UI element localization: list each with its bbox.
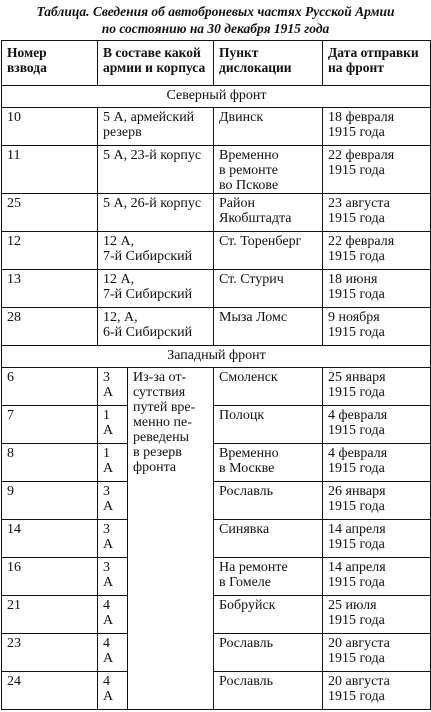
dispatch-date-line: 1915 года bbox=[328, 575, 385, 590]
dispatch-date-line: 1915 года bbox=[328, 461, 385, 476]
dispatch-date bbox=[323, 596, 431, 634]
location-line: в ремонте bbox=[219, 163, 279, 178]
dispatch-date-line: 23 августа bbox=[328, 196, 390, 211]
units-table bbox=[1, 40, 431, 710]
location bbox=[214, 520, 323, 558]
note-cell-empty bbox=[128, 634, 214, 672]
army: 4 А bbox=[98, 634, 128, 672]
table-row bbox=[2, 232, 431, 270]
header-location: Пункт дислокации bbox=[214, 41, 323, 86]
table-row bbox=[2, 270, 431, 308]
dispatch-date bbox=[323, 558, 431, 596]
army-corps-line: 6-й Сибирский bbox=[103, 325, 193, 340]
table-row bbox=[2, 108, 431, 146]
table-row bbox=[2, 634, 431, 672]
reserve-note-line: путей вре- bbox=[133, 400, 196, 415]
reserve-note-line: Из-за от- bbox=[133, 370, 187, 385]
header-army-corps: В составе какой армии и корпуса bbox=[98, 41, 214, 86]
table-row bbox=[2, 146, 431, 194]
dispatch-date-line: 1915 года bbox=[328, 125, 385, 140]
platoon-number: 25 bbox=[2, 194, 98, 232]
table-row bbox=[2, 520, 431, 558]
platoon-number: 16 bbox=[2, 558, 98, 596]
section-row-west bbox=[2, 346, 431, 368]
army: 4 А bbox=[98, 672, 128, 710]
platoon-number: 6 bbox=[2, 368, 98, 406]
army-corps-line: 5 А, армейский bbox=[103, 110, 195, 125]
reserve-note-line: реведены bbox=[133, 430, 190, 445]
dispatch-date bbox=[323, 308, 431, 346]
platoon-number: 7 bbox=[2, 406, 98, 444]
location bbox=[214, 146, 323, 194]
dispatch-date bbox=[323, 520, 431, 558]
dispatch-date-line: 14 апреля bbox=[328, 522, 386, 537]
dispatch-date-line: 1915 года bbox=[328, 287, 385, 302]
army-corps bbox=[98, 146, 214, 194]
platoon-number: 14 bbox=[2, 520, 98, 558]
platoon-number: 10 bbox=[2, 108, 98, 146]
table-row bbox=[2, 558, 431, 596]
army-corps-line: 12, А, bbox=[103, 310, 138, 325]
army: 3 А bbox=[98, 520, 128, 558]
location bbox=[214, 406, 323, 444]
location bbox=[214, 444, 323, 482]
location-line: Мыза Ломс bbox=[219, 310, 288, 325]
location-line: Рославль bbox=[219, 636, 273, 651]
location bbox=[214, 368, 323, 406]
dispatch-date bbox=[323, 146, 431, 194]
section-title-west: Западный фронт bbox=[2, 346, 431, 368]
location bbox=[214, 634, 323, 672]
location bbox=[214, 672, 323, 710]
army-corps-line: 5 А, 23-й корпус bbox=[103, 148, 202, 163]
location bbox=[214, 108, 323, 146]
platoon-number: 28 bbox=[2, 308, 98, 346]
dispatch-date bbox=[323, 108, 431, 146]
dispatch-date-line: 1915 года bbox=[328, 689, 385, 704]
location bbox=[214, 558, 323, 596]
army-corps-line: 12 А, bbox=[103, 272, 135, 287]
location-line: Район bbox=[219, 196, 255, 211]
location-line: Временно bbox=[219, 446, 279, 461]
dispatch-date-line: 1915 года bbox=[328, 249, 385, 264]
army: 3 А bbox=[98, 482, 128, 520]
location-line: Якобштадта bbox=[219, 211, 292, 226]
reserve-note bbox=[128, 368, 214, 520]
dispatch-date bbox=[323, 270, 431, 308]
location-line: Двинск bbox=[219, 110, 264, 125]
dispatch-date-line: 25 июля bbox=[328, 598, 377, 613]
platoon-number: 8 bbox=[2, 444, 98, 482]
table-caption bbox=[0, 0, 431, 40]
platoon-number: 11 bbox=[2, 146, 98, 194]
dispatch-date-line: 9 ноября bbox=[328, 310, 380, 325]
location bbox=[214, 232, 323, 270]
location-line: Смоленск bbox=[219, 370, 278, 385]
table-row bbox=[2, 596, 431, 634]
dispatch-date-line: 1915 года bbox=[328, 385, 385, 400]
dispatch-date bbox=[323, 444, 431, 482]
note-cell-empty bbox=[128, 520, 214, 558]
table-row bbox=[2, 308, 431, 346]
caption-line-1: Таблица. Сведения об автоброневых частях Русской Армии bbox=[36, 4, 395, 19]
dispatch-date-line: 26 января bbox=[328, 484, 386, 499]
army: 3 А bbox=[98, 558, 128, 596]
reserve-note-line: в резерв bbox=[133, 445, 182, 460]
army: 3 А bbox=[98, 368, 128, 406]
location-line: Временно bbox=[219, 148, 279, 163]
platoon-number: 23 bbox=[2, 634, 98, 672]
note-cell-empty bbox=[128, 596, 214, 634]
platoon-number: 12 bbox=[2, 232, 98, 270]
army: 1 А bbox=[98, 406, 128, 444]
dispatch-date-line: 18 февраля bbox=[328, 110, 395, 125]
dispatch-date-line: 14 апреля bbox=[328, 560, 386, 575]
dispatch-date-line: 18 июня bbox=[328, 272, 378, 287]
army-corps-line: 5 А, 26-й корпус bbox=[103, 196, 202, 211]
location bbox=[214, 270, 323, 308]
table-row bbox=[2, 194, 431, 232]
army-corps bbox=[98, 270, 214, 308]
location bbox=[214, 596, 323, 634]
dispatch-date-line: 1915 года bbox=[328, 613, 385, 628]
location-line: Синявка bbox=[219, 522, 270, 537]
table-row bbox=[2, 444, 431, 482]
table-row bbox=[2, 406, 431, 444]
dispatch-date-line: 20 августа bbox=[328, 636, 390, 651]
header-dispatch-date: Дата отправки на фронт bbox=[323, 41, 431, 86]
platoon-number: 21 bbox=[2, 596, 98, 634]
army-corps bbox=[98, 308, 214, 346]
dispatch-date-line: 1915 года bbox=[328, 499, 385, 514]
platoon-number: 24 bbox=[2, 672, 98, 710]
army-corps bbox=[98, 194, 214, 232]
reserve-note-line: менно пе- bbox=[133, 415, 192, 430]
army: 1 А bbox=[98, 444, 128, 482]
section-title-north: Северный фронт bbox=[2, 86, 431, 108]
location-line: Полоцк bbox=[219, 408, 265, 423]
army-corps-line: 12 А, bbox=[103, 234, 135, 249]
header-row bbox=[2, 41, 431, 86]
location-line: Ст. Стурич bbox=[219, 272, 284, 287]
dispatch-date bbox=[323, 482, 431, 520]
location bbox=[214, 194, 323, 232]
table-row bbox=[2, 368, 431, 406]
note-cell-empty bbox=[128, 672, 214, 710]
dispatch-date bbox=[323, 194, 431, 232]
location-line: в Гомеле bbox=[219, 575, 271, 590]
army-corps-line: 7-й Сибирский bbox=[103, 249, 193, 264]
dispatch-date-line: 1915 года bbox=[328, 423, 385, 438]
army-corps bbox=[98, 232, 214, 270]
dispatch-date-line: 4 февраля bbox=[328, 446, 388, 461]
table-row bbox=[2, 672, 431, 710]
dispatch-date-line: 22 февраля bbox=[328, 148, 395, 163]
dispatch-date bbox=[323, 406, 431, 444]
location bbox=[214, 482, 323, 520]
dispatch-date-line: 20 августа bbox=[328, 674, 390, 689]
army: 4 А bbox=[98, 596, 128, 634]
army-corps bbox=[98, 108, 214, 146]
reserve-note-line: фронта bbox=[133, 460, 177, 475]
army-corps-line: резерв bbox=[103, 125, 142, 140]
dispatch-date-line: 22 февраля bbox=[328, 234, 395, 249]
platoon-number: 13 bbox=[2, 270, 98, 308]
dispatch-date-line: 1915 года bbox=[328, 163, 385, 178]
dispatch-date-line: 1915 года bbox=[328, 211, 385, 226]
dispatch-date-line: 1915 года bbox=[328, 537, 385, 552]
dispatch-date bbox=[323, 232, 431, 270]
dispatch-date bbox=[323, 368, 431, 406]
location-line: Бобруйск bbox=[219, 598, 276, 613]
location-line: в Москве bbox=[219, 461, 275, 476]
dispatch-date-line: 4 февраля bbox=[328, 408, 388, 423]
section-row-north bbox=[2, 86, 431, 108]
header-platoon-number: Номер взвода bbox=[2, 41, 98, 86]
dispatch-date bbox=[323, 634, 431, 672]
dispatch-date bbox=[323, 672, 431, 710]
location-line: На ремонте bbox=[219, 560, 288, 575]
location bbox=[214, 308, 323, 346]
reserve-note-line: сутствия bbox=[133, 385, 186, 400]
platoon-number: 9 bbox=[2, 482, 98, 520]
caption-line-2: по состоянию на 30 декабря 1915 года bbox=[101, 21, 330, 36]
location-line: во Пскове bbox=[219, 178, 279, 193]
location-line: Рославль bbox=[219, 674, 273, 689]
table-row bbox=[2, 482, 431, 520]
location-line: Ст. Торенберг bbox=[219, 234, 302, 249]
location-line: Рославль bbox=[219, 484, 273, 499]
dispatch-date-line: 1915 года bbox=[328, 651, 385, 666]
army-corps-line: 7-й Сибирский bbox=[103, 287, 193, 302]
note-cell-empty bbox=[128, 558, 214, 596]
dispatch-date-line: 1915 года bbox=[328, 325, 385, 340]
dispatch-date-line: 25 января bbox=[328, 370, 386, 385]
